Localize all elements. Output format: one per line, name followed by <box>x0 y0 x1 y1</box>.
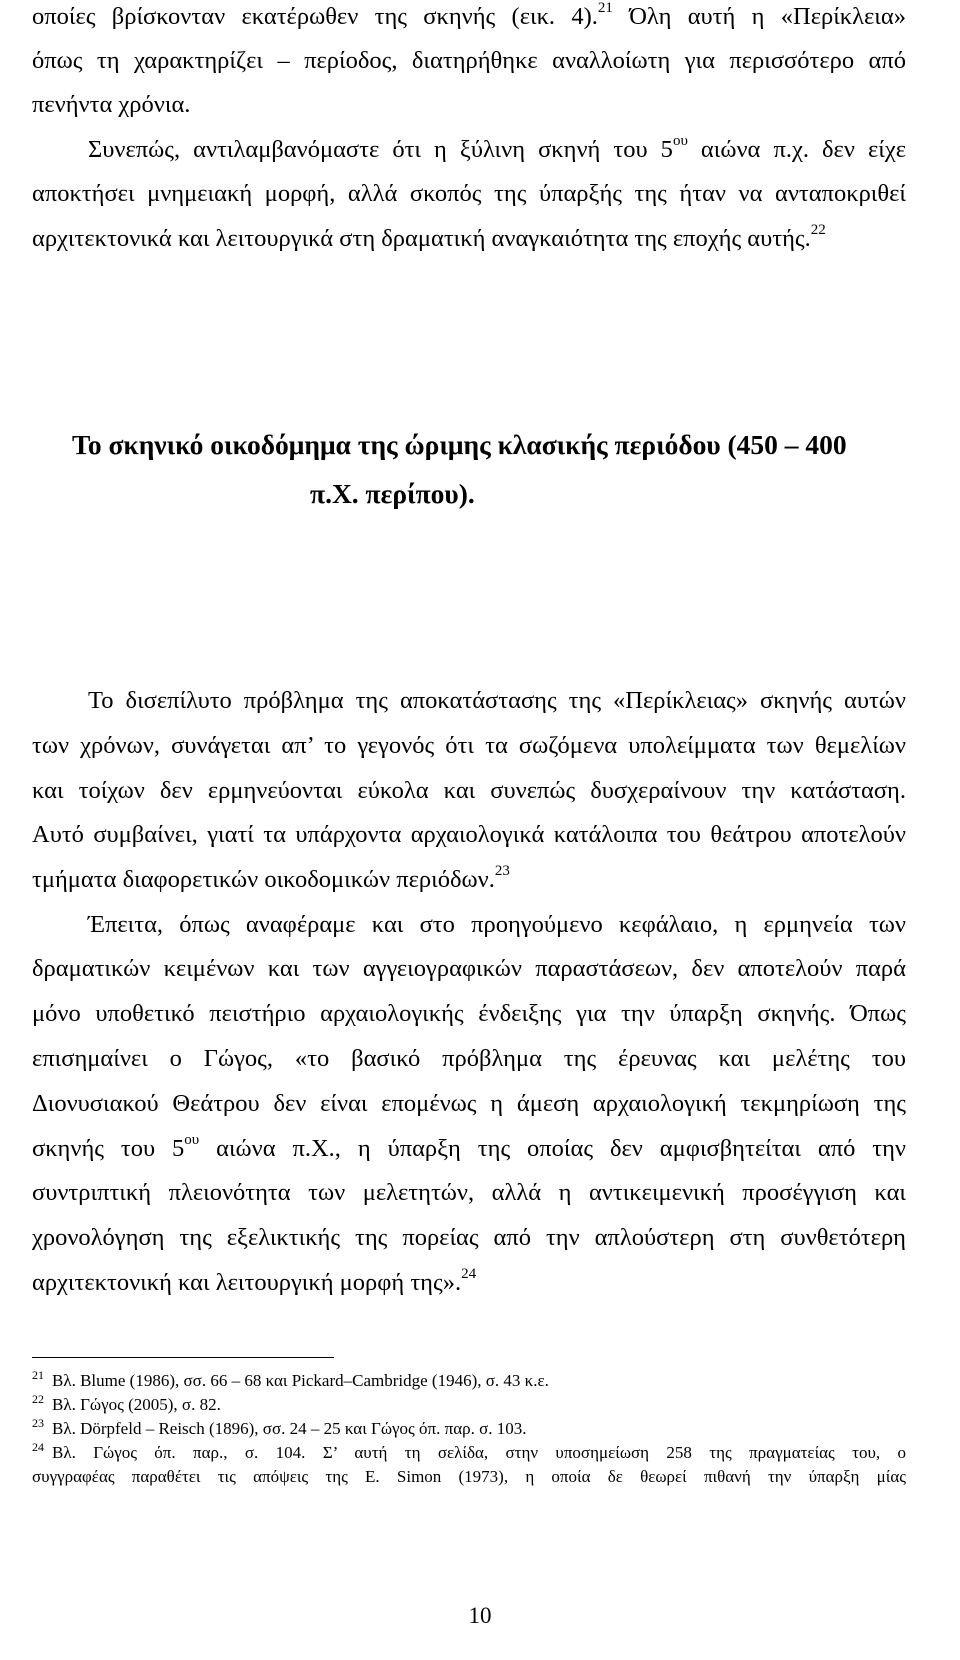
body-line: Διονυσιακού Θεάτρου δεν είναι επομένως η άμεση αρχαιολογική τεκμηρίωση της <box>32 1090 906 1117</box>
footnote-text: Βλ. Blume (1986), σσ. 66 – 68 και Pickard–Cambridge (1946), σ. 43 κ.ε. <box>52 1371 549 1390</box>
footnote: $^{23}$ Βλ. Dörpfeld – Reisch (1896), σσ. 24 – 25 και Γώγος όπ. παρ. σ. 103. <box>32 1416 527 1438</box>
body-line: χρονολόγηση της εξελικτικής της πορείας από την απλούστερη στη συνθετότερη <box>32 1224 906 1251</box>
body-line: τμήματα διαφορετικών οικοδομικών περιόδων.$^{23}$ <box>32 863 510 893</box>
footnote-separator <box>32 1357 334 1358</box>
body-line: σκηνής του $5^{o\upsilon}$ αιώνα π.Χ., η ύπαρξη της οποίας δεν αμφισβητείται από την <box>32 1132 906 1162</box>
page-number: 10 <box>468 1603 492 1628</box>
body-line: αρχιτεκτονικά και λειτουργικά στη δραματική αναγκαιότητα της εποχής αυτής.$^{22}$ <box>32 222 826 252</box>
footnote: $^{21}$ Βλ. Blume (1986), σσ. 66 – 68 και Pickard–Cambridge (1946), σ. 43 κ.ε. <box>32 1368 549 1390</box>
body-line: Έπειτα, όπως αναφέραμε και στο προηγούμενο κεφάλαιο, η ερμηνεία των <box>88 911 906 938</box>
footnote-ref: 22 <box>810 222 826 238</box>
body-line: των χρόνων, συνάγεται απ’ το γεγονός ότι τα σωζόμενα υπολείμματα των θεμελίων <box>32 732 906 759</box>
body-line: επισημαίνει ο Γώγος, «το βασικό πρόβλημα της έρευνας και μελέτης του <box>32 1045 906 1072</box>
footnote-ref: 23 <box>494 863 510 879</box>
footnote-ref: 21 <box>597 0 613 16</box>
body-line: συντριπτική πλειονότητα των μελετητών, αλλά η αντικειμενική προσέγγιση και <box>32 1179 906 1206</box>
body-line: και τοίχων δεν ερμηνεύονται εύκολα και συνεπώς δυσχεραίνουν την κατάσταση. <box>32 777 906 804</box>
body-line: πενήντα χρόνια. <box>32 91 191 118</box>
body-line: αποκτήσει μνημειακή μορφή, αλλά σκοπός της ύπαρξής της ήταν να ανταποκριθεί <box>32 180 906 207</box>
body-line: Συνεπώς, αντιλαμβανόμαστε ότι η ξύλινη σκηνή του $5^{o\upsilon}$ αιώνα π.χ. δεν είχε <box>88 133 906 163</box>
footnote-continuation: συγγραφέας παραθέτει τις απόψεις της E. Simon (1973), η οποία δε θεωρεί πιθανή την ύπαρξη μίας <box>32 1467 906 1486</box>
body-line: όπως τη χαρακτηρίζει – περίοδος, διατηρήθηκε αναλλοίωτη για περισσότερο από <box>32 47 906 74</box>
footnote-text: Βλ. Γώγος (2005), σ. 82. <box>52 1395 221 1414</box>
section-heading: Το σκηνικό οικοδόμημα της ώριμης κλασικής περιόδου (450 – 400 <box>72 429 847 460</box>
footnote: $^{24}$ Βλ. Γώγος όπ. παρ., σ. 104. Σ’ αυτή τη σελίδα, στην υποσημείωση 258 της πραγματείας του, ο <box>32 1440 906 1462</box>
body-line: αρχιτεκτονική και λειτουργική μορφή της».$^{24}$ <box>32 1266 477 1296</box>
section-heading: π.Χ. περίπου). <box>310 478 475 509</box>
body-line: δραματικών κειμένων και των αγγειογραφικών παραστάσεων, δεν αποτελούν παρά <box>32 955 906 982</box>
body-line: οποίες βρίσκονταν εκατέρωθεν της σκηνής (εικ. 4).$^{21}$ Όλη αυτή η «Περίκλεια» <box>32 0 906 30</box>
superscript: ου <box>672 133 688 149</box>
body-line: Αυτό συμβαίνει, γιατί τα υπάρχοντα αρχαιολογικά κατάλοιπα του θεάτρου αποτελούν <box>32 821 906 848</box>
footnote: $^{22}$ Βλ. Γώγος (2005), σ. 82. <box>32 1392 221 1414</box>
body-line: μόνο υποθετικό πειστήριο αρχαιολογικής ένδειξης για την ύπαρξη σκηνής. Όπως <box>32 1000 906 1027</box>
footnote-text: Βλ. Dörpfeld – Reisch (1896), σσ. 24 – 25 και Γώγος όπ. παρ. σ. 103. <box>52 1419 527 1438</box>
superscript: ου <box>184 1132 200 1148</box>
footnote-ref: 24 <box>461 1266 477 1282</box>
body-line: Το δισεπίλυτο πρόβλημα της αποκατάστασης της «Περίκλειας» σκηνής αυτών <box>88 687 906 714</box>
footnote-text: Βλ. Γώγος όπ. παρ., σ. 104. Σ’ αυτή τη σελίδα, στην υποσημείωση 258 της πραγματείας του, ο <box>52 1443 906 1462</box>
